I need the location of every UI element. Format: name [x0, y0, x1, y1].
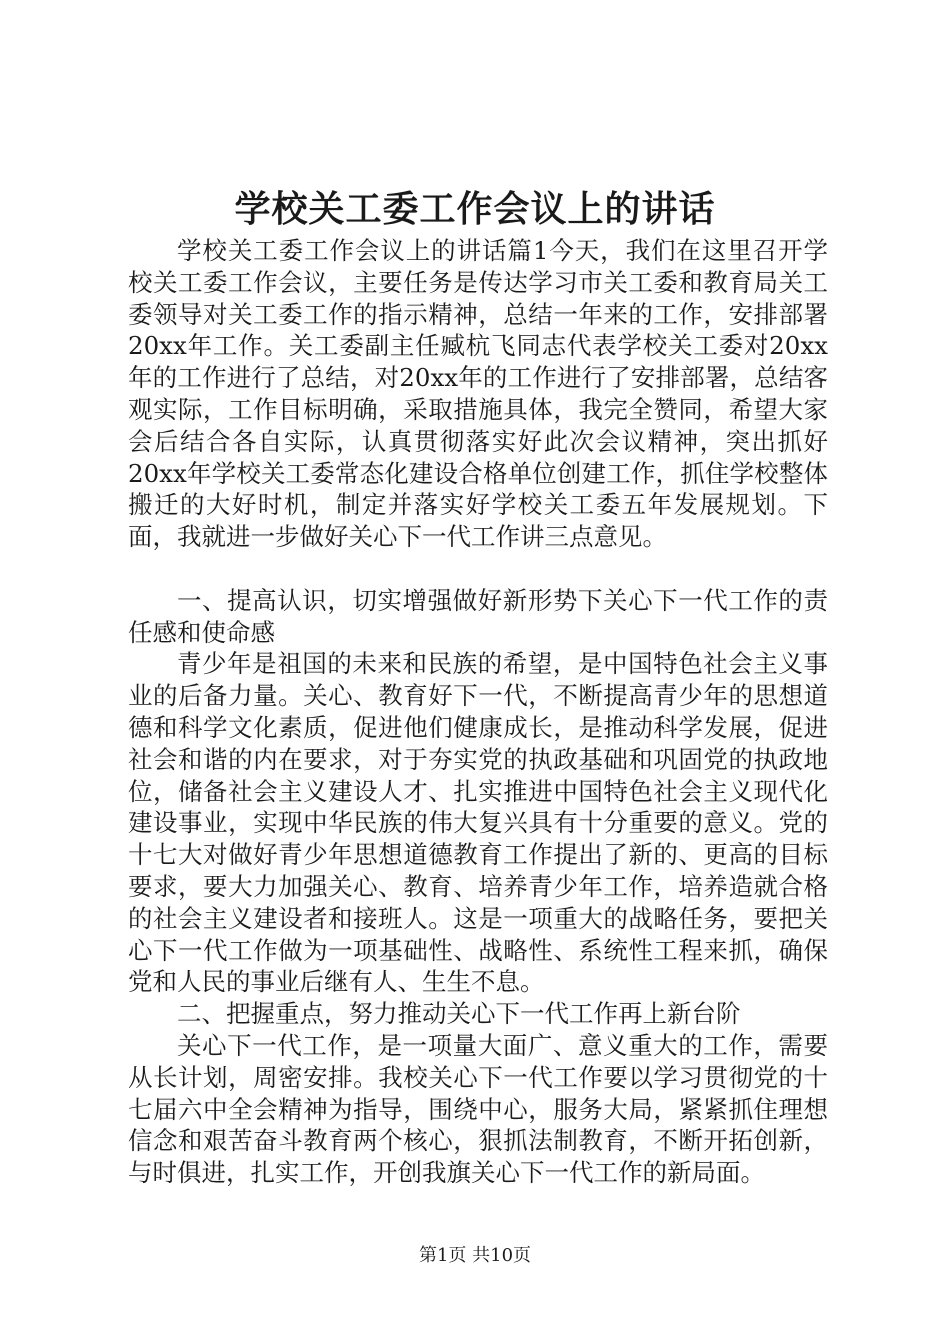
page-footer: 第1页 共10页 [418, 1245, 532, 1266]
section-heading-1: 一、提高认识，切实增强做好新形势下关心下一代工作的责任感和使命感 [128, 585, 828, 647]
paragraph-intro: 学校关工委工作会议上的讲话篇1今天，我们在这里召开学校关工委工作会议，主要任务是传达学习市关工委和教育局关工委领导对关工委工作的指示精神，总结一年来的工作，安排部署20xx年工作。关工委副主任臧杭飞同志代表学校关工委对20xx年的工作进行了总结，对20xx年的工作进行了安排部署，总结客观实际，工作目标明确，采取措施具体，我完全赞同，希望大家会后结合各自实际，认真贯彻落实好此次会议精神，突出抓好20xx年学校关工委常态化建设合格单位创建工作，抓住学校整体搬迁的大好时机，制定并落实好学校关工委五年发展规划。下面，我就进一步做好关心下一代工作讲三点意见。 [128, 236, 828, 552]
paragraph-section-1: 青少年是祖国的未来和民族的希望，是中国特色社会主义事业的后备力量。关心、教育好下一代，不断提高青少年的思想道德和科学文化素质，促进他们健康成长，是推动科学发展，促进社会和谐的内在要求，对于夯实党的执政基础和巩固党的执政地位，储备社会主义建设人才、扎实推进中国特色社会主义现代化建设事业，实现中华民族的伟大复兴具有十分重要的意义。党的十七大对做好青少年思想道德教育工作提出了新的、更高的目标要求，要大力加强关心、教育、培养青少年工作，培养造就合格的社会主义建设者和接班人。这是一项重大的战略任务，要把关心下一代工作做为一项基础性、战略性、系统性工程来抓，确保党和人民的事业后继有人、生生不息。 [128, 649, 828, 997]
section-heading-2: 二、把握重点，努力推动关心下一代工作再上新台阶 [177, 999, 741, 1029]
document-title: 学校关工委工作会议上的讲话 [234, 188, 716, 230]
paragraph-section-2: 关心下一代工作，是一项量大面广、意义重大的工作，需要从长计划，周密安排。我校关心下一代工作要以学习贯彻党的十七届六中全会精神为指导，围绕中心，服务大局，紧紧抓住理想信念和艰苦奋斗教育两个核心，狠抓法制教育，不断开拓创新，与时俱进，扎实工作，开创我旗关心下一代工作的新局面。 [128, 1030, 828, 1188]
paragraph-spacer [128, 553, 828, 585]
document-body [128, 235, 828, 1189]
